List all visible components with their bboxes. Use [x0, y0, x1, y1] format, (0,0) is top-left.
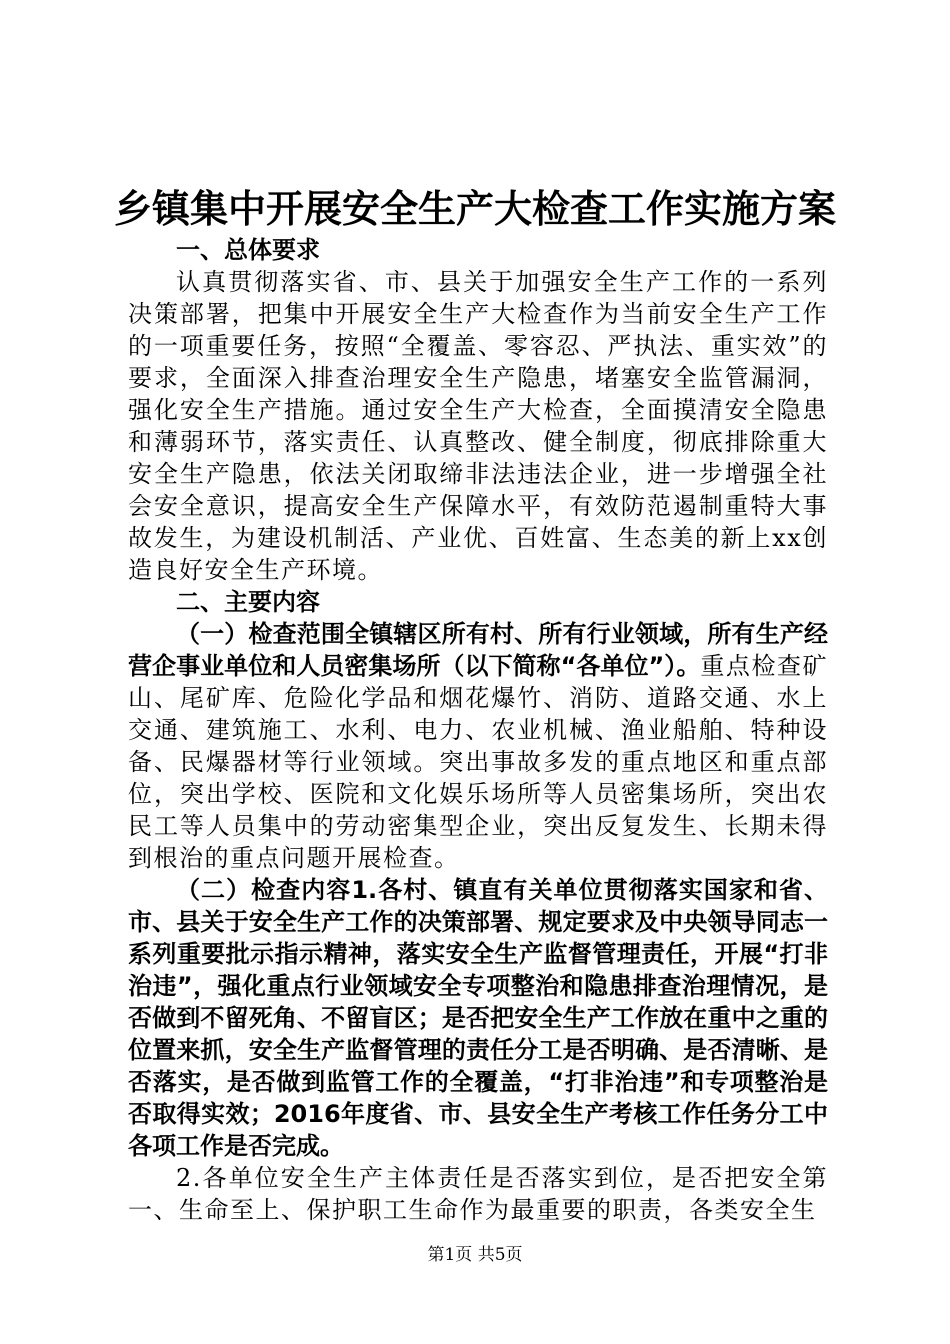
paragraph-general-requirements: 认真贯彻落实省、市、县关于加强安全生产工作的一系列决策部署，把集中开展安全生产大检查作为当前安全生产工作的一项重要任务，按照“全覆盖、零容忍、严执法、重实效”的要求，全面深入排查治理安全生产隐患，堵塞安全监管漏洞，强化安全生产措施。通过安全生产大检查，全面摸清安全隐患和薄弱环节，落实责任、认真整改、健全制度，彻底排除重大安全生产隐患，依法关闭取缔非法违法企业，进一步增强全社会安全意识，提高安全生产保障水平，有效防范遏制重特大事故发生，为建设机制活、产业优、百姓富、生态美的新上xx创造良好安全生产环境。 [128, 268, 828, 584]
paragraph-inspection-content: （二）检查内容1.各村、镇直有关单位贯彻落实国家和省、市、县关于安全生产工作的决策部署、规定要求及中央领导同志一系列重要批示指示精神，落实安全生产监督管理责任，开展“打非治违”，强化重点行业领域安全专项整治和隐患排查治理情况，是否做到不留死角、不留盲区；是否把安全生产工作放在重中之重的位置来抓，安全生产监督管理的责任分工是否明确、是否清晰、是否落实，是否做到监管工作的全覆盖，“打非治违”和专项整治是否取得实效；2016年度省、市、县安全生产考核工作任务分工中各项工作是否完成。 [128, 876, 828, 1160]
document-title: 乡镇集中开展安全生产大检查工作实施方案 [113, 187, 836, 231]
page-footer: 第1页 共5页 [427, 1245, 523, 1265]
document-body [128, 234, 828, 1226]
paragraph-inspection-scope [128, 618, 828, 874]
paragraph-inspection-scope-detail: 重点检查矿山、尾矿库、危险化学品和烟花爆竹、消防、道路交通、水上交通、建筑施工、水利、电力、农业机械、渔业船舶、特种设备、民爆器材等行业领域。突出事故多发的重点地区和重点部位，突出学校、医院和文化娱乐场所等人员密集场所，突出农民工等人员集中的劳动密集型企业，突出反复发生、长期未得到根治的重点问题开展检查。 [128, 652, 829, 872]
section-heading-general-requirements: 一、总体要求 [176, 236, 320, 264]
paragraph-inspection-scope-bold: （一）检查范围全镇辖区所有村、所有行业领域，所有生产经营企事业单位和人员密集场所（以下简称“各单位”）。 [128, 620, 828, 680]
paragraph-unit-responsibility: 2.各单位安全生产主体责任是否落实到位，是否把安全第一、生命至上、保护职工生命作为最重要的职责，各类安全生 [128, 1164, 828, 1224]
section-heading-main-content: 二、主要内容 [176, 588, 320, 616]
